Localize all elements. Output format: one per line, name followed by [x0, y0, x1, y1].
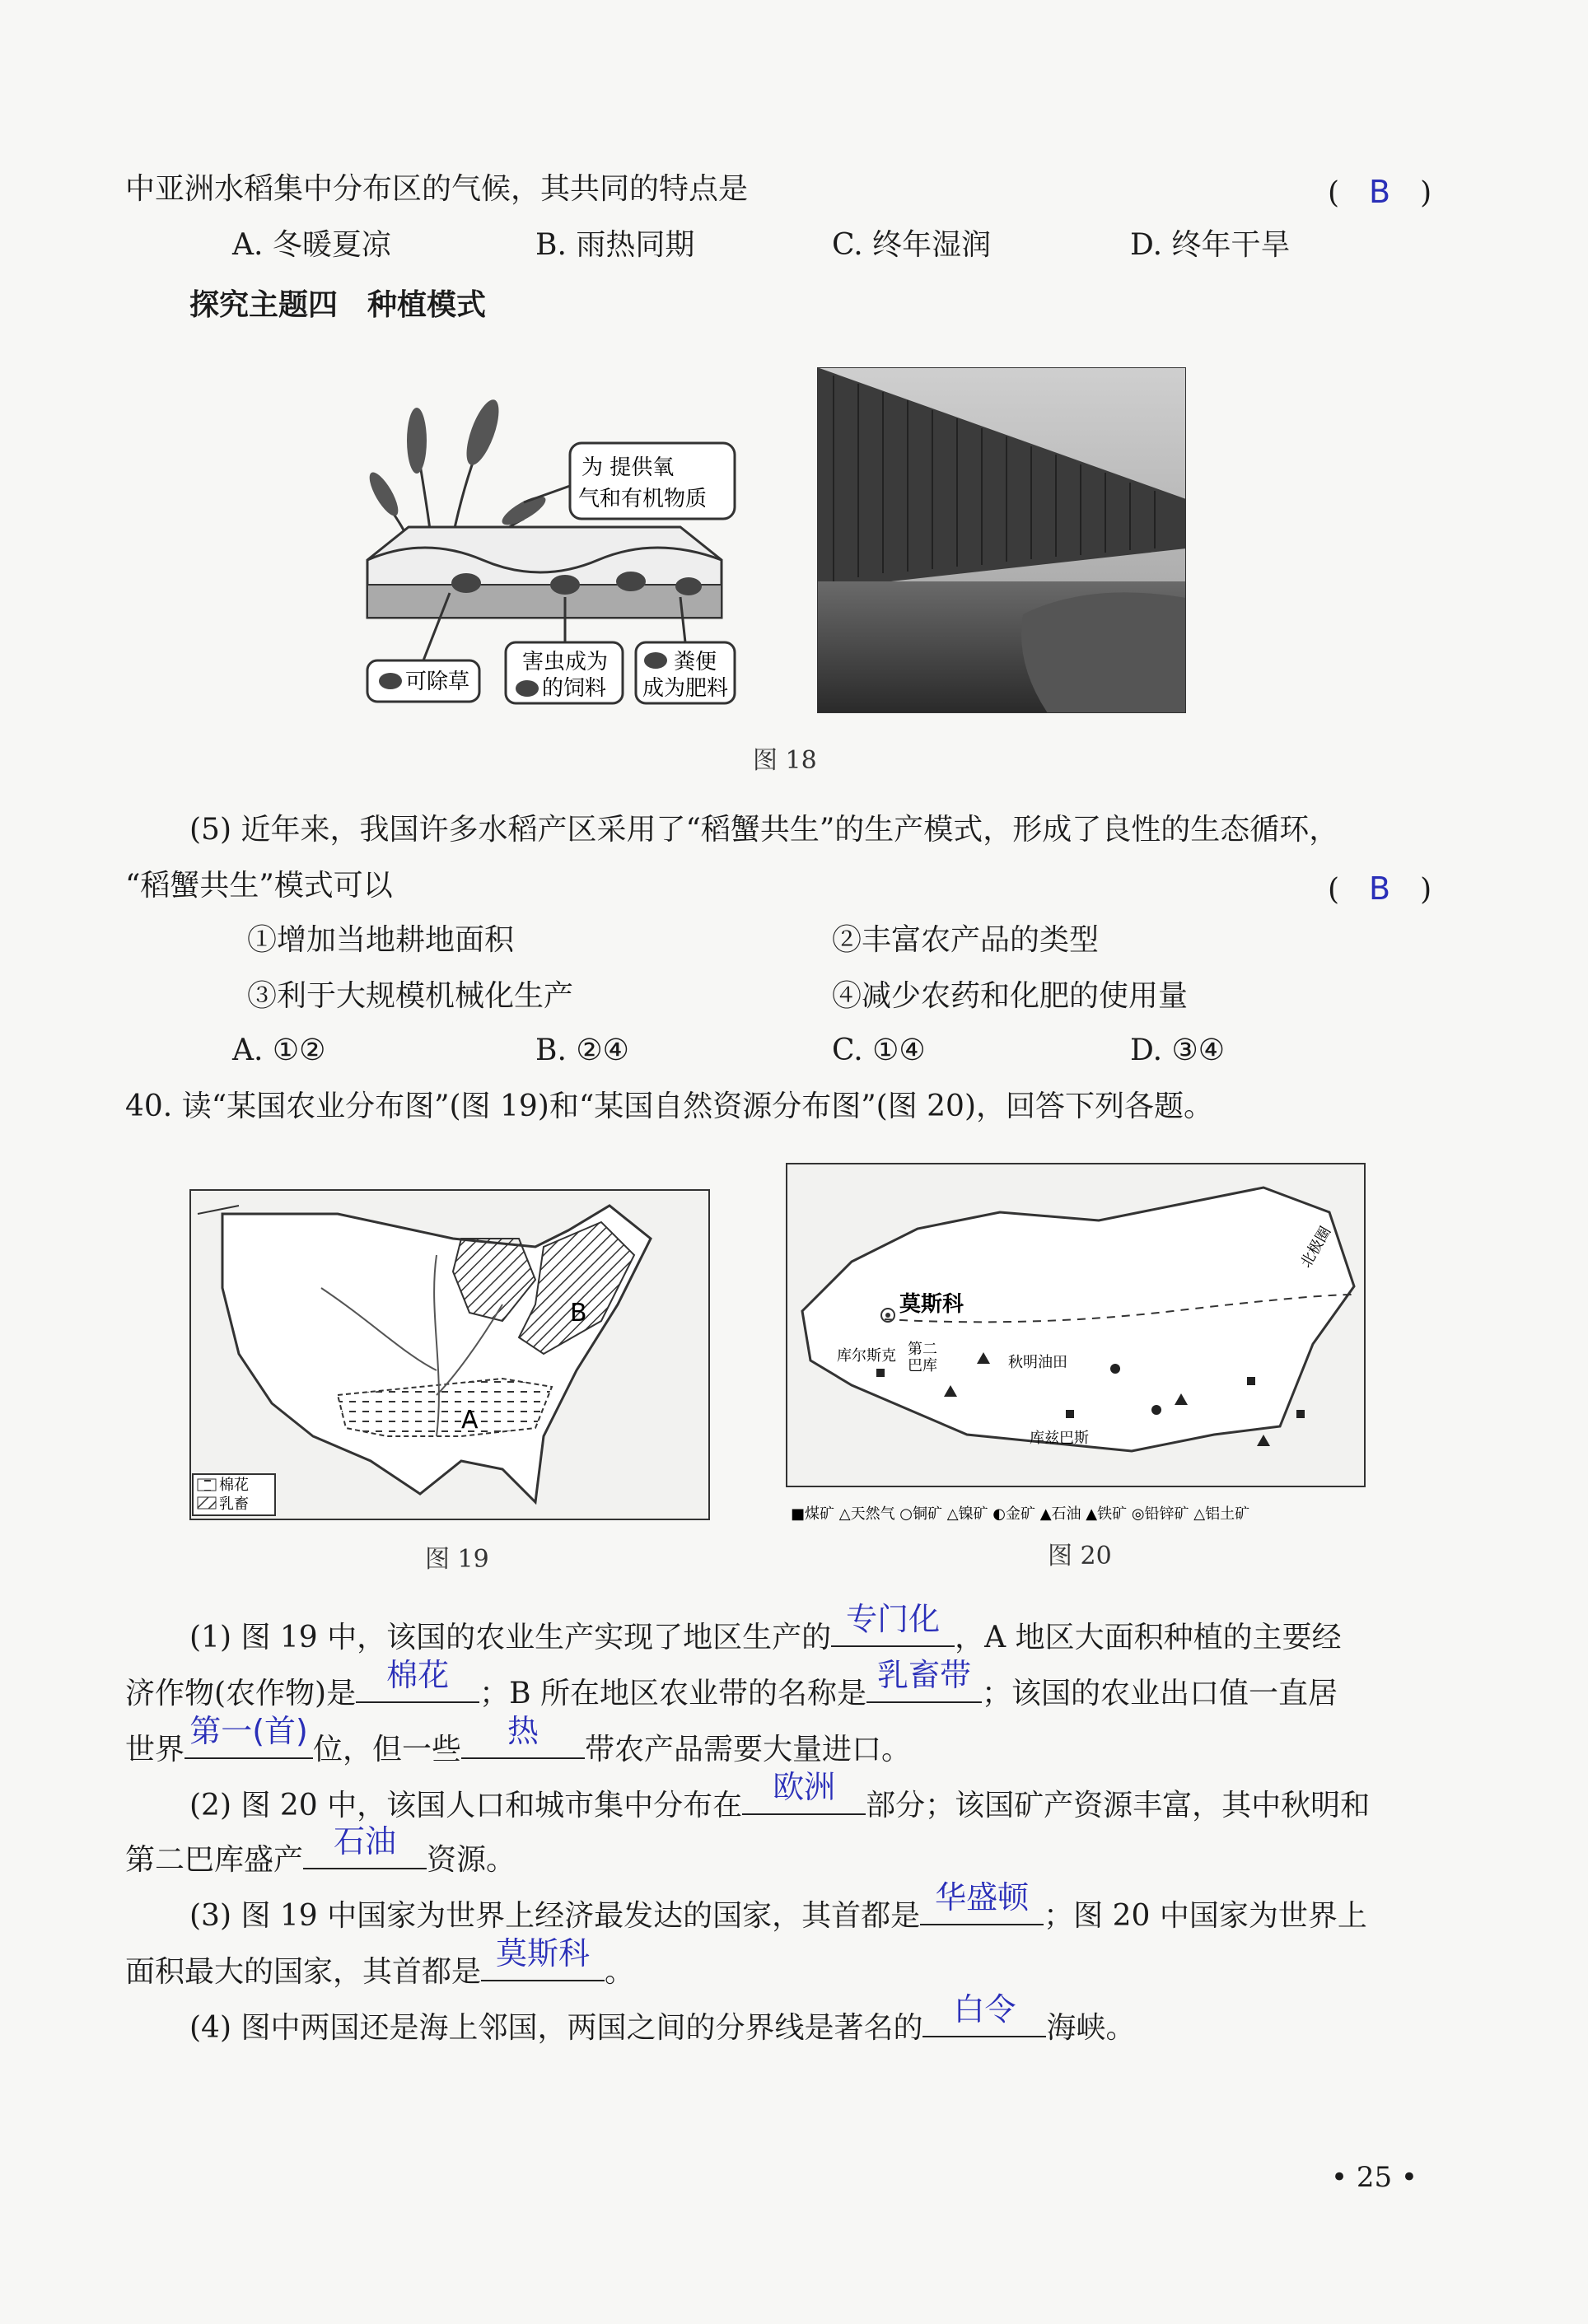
- q40-3-text-c: 面积最大的国家，其首都是: [125, 1955, 482, 1989]
- fig19-legend-dairy: 乳畜: [219, 1496, 249, 1513]
- fig20-caption: 图 20: [1048, 1542, 1112, 1570]
- answer-tropical: 热: [507, 1713, 539, 1749]
- fig19-map: [189, 1189, 710, 1520]
- fig18-label-manure1: 粪便: [674, 650, 717, 674]
- blank-tropical: [461, 1713, 585, 1759]
- fig20-map: [786, 1163, 1366, 1532]
- fig18-label-pest2: 的饲料: [542, 676, 607, 701]
- q40-3-text-d: 。: [605, 1955, 635, 1989]
- q40-1-text-e: ；该国的农业出口值一直居: [982, 1677, 1338, 1710]
- prev-option-b: B. 雨热同期: [535, 228, 695, 262]
- answer-washington: 华盛顿: [935, 1879, 1030, 1916]
- q40-3-line1: [189, 1879, 1367, 1936]
- q5-stem-line2: “稻蟹共生”模式可以: [125, 869, 393, 903]
- fig18-label-oxygen: 为 提供氧: [581, 455, 675, 480]
- q40-3-text-a: (3) 图 19 中国家为世界上经济最发达的国家，其首都是: [189, 1899, 921, 1933]
- answer-specialization: 专门化: [846, 1601, 941, 1637]
- q5-item-2: ②丰富农产品的类型: [832, 923, 1100, 957]
- fig18-label-pest1: 害虫成为: [522, 650, 609, 674]
- q5-answer: B: [1369, 870, 1391, 907]
- blank-specialization: [831, 1601, 955, 1647]
- blank-rank: [184, 1713, 313, 1759]
- q40-stem: 40. 读“某国农业分布图”(图 19)和“某国自然资源分布图”(图 20)，回答下列各题。: [125, 1090, 1213, 1123]
- fig20-label-qiuming: 秋明油田: [1008, 1354, 1067, 1371]
- fig20-label-arctic: 北极圈: [1297, 1223, 1335, 1272]
- fig20-label-moscow: 莫斯科: [899, 1292, 964, 1317]
- q40-2-text-c: 第二巴库盛产: [125, 1843, 304, 1877]
- q40-4-text-a: (4) 图中两国还是海上邻国，两国之间的分界线是著名的: [189, 2011, 923, 2045]
- q5-item-1: ①增加当地耕地面积: [247, 923, 515, 957]
- q5-option-b: B. ②④: [535, 1034, 629, 1067]
- fig20-legend: ■煤矿 △天然气 ○铜矿 △镍矿 ◐金矿 ▲石油 ▲铁矿 ◎铅锌矿 △铝土矿: [791, 1505, 1250, 1523]
- answer-moscow: 莫斯科: [496, 1935, 591, 1972]
- fig18-photo: [817, 367, 1186, 713]
- section-title: 探究主题四 种植模式: [189, 287, 487, 322]
- prev-option-d: D. 终年干旱: [1130, 228, 1291, 262]
- fig18-caption: 图 18: [753, 746, 817, 775]
- blank-washington: [920, 1879, 1044, 1925]
- blank-moscow: [481, 1935, 605, 1981]
- q40-4-text-b: 海峡。: [1046, 2011, 1136, 2045]
- q40-1-text-a: (1) 图 19 中，该国的农业生产实现了地区生产的: [189, 1621, 832, 1654]
- q40-1-text-h: 带农产品需要大量进口。: [585, 1733, 912, 1766]
- q5-item-3: ③利于大规模机械化生产: [247, 979, 574, 1013]
- blank-oil: [303, 1823, 427, 1869]
- fig18-label-oxygen2: 气和有机物质: [578, 487, 708, 511]
- fig20-label-baku-2: 巴库: [908, 1357, 937, 1374]
- q40-1-text-b: ，A 地区大面积种植的主要经: [955, 1621, 1342, 1654]
- fig20-label-baku-1: 第二: [908, 1341, 937, 1358]
- fig18-label-weed: 可除草: [405, 670, 470, 694]
- prev-option-c: C. 终年湿润: [832, 228, 992, 262]
- q40-1-text-g: 位，但一些: [313, 1733, 462, 1766]
- prev-answer: B: [1369, 174, 1391, 210]
- blank-cotton: [356, 1657, 479, 1703]
- q40-3-text-b: ；图 20 中国家为世界上: [1044, 1899, 1367, 1933]
- answer-oil: 石油: [334, 1823, 397, 1860]
- fig20-label-kursk: 库尔斯克: [837, 1347, 896, 1365]
- q5-option-c: C. ①④: [832, 1034, 926, 1067]
- fig19-label-b: B: [570, 1299, 587, 1328]
- q40-2-line1: [189, 1769, 1371, 1826]
- answer-europe: 欧洲: [773, 1769, 836, 1805]
- q40-2-text-b: 部分；该国矿产资源丰富，其中秋明和: [866, 1789, 1371, 1822]
- answer-cotton: 棉花: [386, 1657, 450, 1693]
- answer-dairy-belt: 乳畜带: [876, 1657, 971, 1693]
- q5-option-d: D. ③④: [1130, 1034, 1226, 1067]
- blank-dairy-belt: [866, 1657, 982, 1703]
- q40-1-line1: [189, 1601, 1342, 1658]
- q5-item-4: ④减少农药和化肥的使用量: [832, 979, 1189, 1013]
- fig19-caption: 图 19: [425, 1545, 489, 1574]
- q40-4-line1: [189, 1991, 1136, 2048]
- q40-1-text-c: 济作物(农作物)是: [125, 1677, 357, 1710]
- q40-1-text-f: 世界: [125, 1733, 185, 1766]
- fig18-diagram: [359, 395, 746, 716]
- q40-1-line3: [125, 1713, 912, 1770]
- page-number: • 25 •: [1331, 2161, 1418, 2194]
- q40-2-line2: [125, 1823, 516, 1880]
- fig20-label-kuzbass: 库兹巴斯: [1030, 1430, 1089, 1447]
- q40-1-text-d: ；B 所在地区农业带的名称是: [479, 1677, 866, 1710]
- q40-3-line2: [125, 1935, 635, 1992]
- q5-option-a: A. ①②: [232, 1034, 326, 1067]
- prev-answer-paren: ( B ): [1328, 174, 1432, 210]
- fig18-label-manure2: 成为肥料: [642, 676, 729, 701]
- prev-option-a: A. 冬暖夏凉: [232, 228, 391, 262]
- answer-bering: 白令: [953, 1991, 1016, 2028]
- q40-2-text-a: (2) 图 20 中，该国人口和城市集中分布在: [189, 1789, 743, 1822]
- fig19-legend-cotton: 棉花: [219, 1477, 249, 1494]
- q5-stem-line1: (5) 近年来，我国许多水稻产区采用了“稻蟹共生”的生产模式，形成了良性的生态循环，: [189, 813, 1339, 847]
- prev-question-stem: 中亚洲水稻集中分布区的气候，其共同的特点是: [125, 172, 749, 206]
- fig19-label-a: A: [461, 1406, 479, 1435]
- answer-rank: 第一(首): [189, 1713, 308, 1749]
- blank-europe: [742, 1769, 866, 1815]
- q40-2-text-d: 资源。: [427, 1843, 516, 1877]
- blank-bering: [922, 1991, 1046, 2037]
- q5-answer-paren: ( B ): [1328, 870, 1432, 907]
- q40-1-line2: [125, 1657, 1338, 1714]
